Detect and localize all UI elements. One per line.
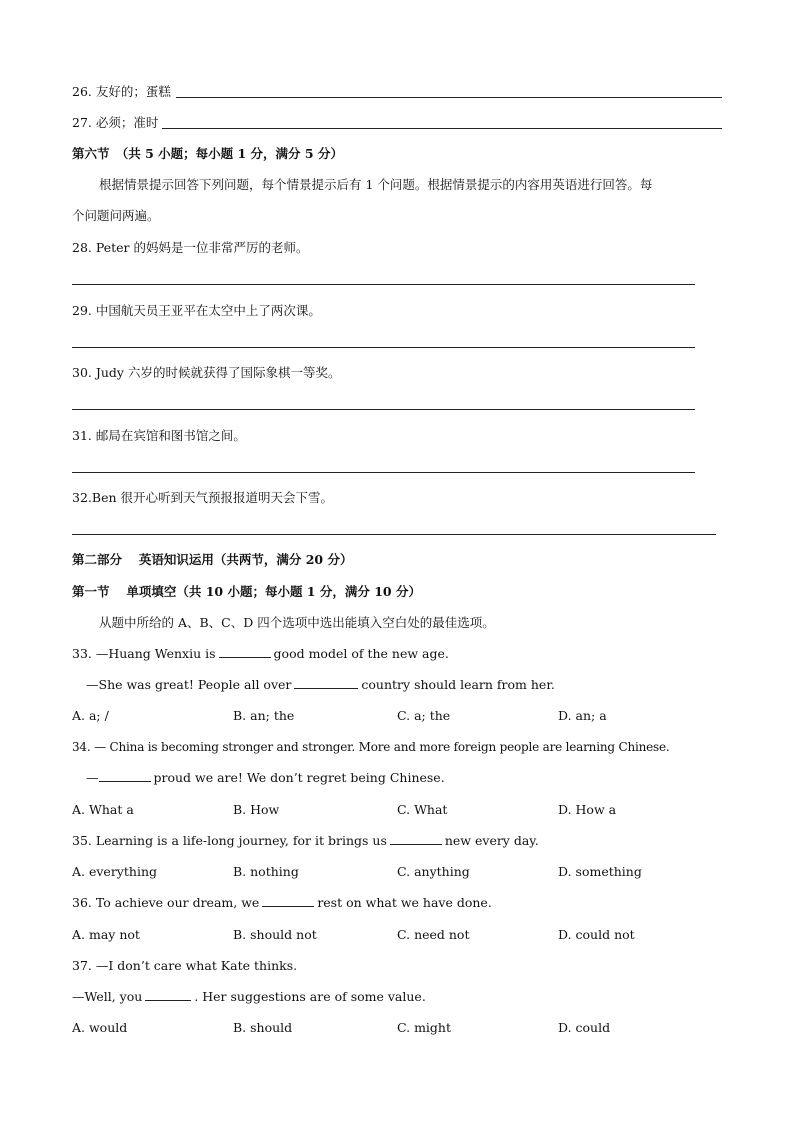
stem-text: . Her suggestions are of some value. — [194, 989, 426, 1004]
option-c[interactable]: C. What — [397, 802, 448, 817]
blank[interactable] — [390, 833, 442, 845]
section-heading: 第六节 （共 5 小题；每小题 1 分，满分 5 分） — [72, 146, 343, 161]
option-a[interactable]: A. would — [72, 1020, 128, 1035]
section-instructions: 根据情景提示回答下列问题，每个情景提示后有 1 个问题。根据情景提示的内容用英语进行回答。每 — [99, 177, 653, 192]
option-b[interactable]: B. How — [233, 802, 280, 817]
answer-line-32[interactable] — [72, 534, 716, 535]
answer-line-28[interactable] — [72, 284, 695, 285]
option-d[interactable]: D. an; a — [558, 708, 607, 723]
answer-line-30[interactable] — [72, 409, 695, 410]
stem-text: 33. —Huang Wenxiu is — [72, 646, 216, 661]
mcq-34-dialog — [86, 770, 445, 786]
blank[interactable] — [294, 677, 358, 689]
vocab-item-26: 26. 友好的；蛋糕 — [72, 84, 171, 99]
option-d[interactable]: D. could not — [558, 927, 635, 942]
option-c[interactable]: C. a; the — [397, 708, 451, 723]
question-30: 30. Judy 六岁的时候就获得了国际象棋一等奖。 — [72, 365, 341, 380]
mcq-33-stem — [72, 646, 449, 662]
option-b[interactable]: B. should not — [233, 927, 317, 942]
stem-text: proud we are! We don’t regret being Chinese. — [153, 770, 445, 785]
stem-text: country should learn from her. — [361, 677, 555, 692]
answer-line-27[interactable] — [162, 128, 722, 129]
stem-text: good model of the new age. — [273, 646, 449, 661]
option-a[interactable]: A. a; / — [72, 708, 109, 723]
option-b[interactable]: B. an; the — [233, 708, 295, 723]
option-b[interactable]: B. should — [233, 1020, 293, 1035]
mcq-36-stem — [72, 895, 492, 911]
stem-text: 36. To achieve our dream, we — [72, 895, 260, 910]
blank[interactable] — [145, 989, 191, 1001]
option-a[interactable]: A. What a — [72, 802, 134, 817]
stem-text: 35. Learning is a life-long journey, for it brings us — [72, 833, 387, 848]
question-28: 28. Peter 的妈妈是一位非常严厉的老师。 — [72, 240, 309, 255]
stem-text: new every day. — [444, 833, 539, 848]
stem-text: — — [86, 770, 99, 785]
answer-line-26[interactable] — [176, 97, 722, 98]
blank[interactable] — [99, 770, 151, 782]
option-b[interactable]: B. nothing — [233, 864, 299, 879]
option-c[interactable]: C. anything — [397, 864, 470, 879]
option-c[interactable]: C. might — [397, 1020, 451, 1035]
option-d[interactable]: D. How a — [558, 802, 617, 817]
blank[interactable] — [219, 646, 271, 658]
section-instructions-cont: 个问题问两遍。 — [72, 208, 160, 223]
mcq-33-dialog — [86, 677, 555, 693]
stem-text: —Well, you — [72, 989, 143, 1004]
answer-line-29[interactable] — [72, 347, 695, 348]
mcq-37-dialog — [72, 989, 426, 1005]
stem-text: rest on what we have done. — [317, 895, 492, 910]
blank[interactable] — [262, 895, 314, 907]
question-32: 32.Ben 很开心听到天气预报报道明天会下雪。 — [72, 490, 333, 505]
vocab-item-27: 27. 必须；准时 — [72, 115, 159, 130]
question-31: 31. 邮局在宾馆和图书馆之间。 — [72, 428, 246, 443]
mcq-34-stem: 34. — China is becoming stronger and stronger. More and more foreign people are learning Chinese. — [72, 740, 670, 754]
option-a[interactable]: A. everything — [72, 864, 157, 879]
mcq-35-stem — [72, 833, 539, 849]
option-c[interactable]: C. need not — [397, 927, 470, 942]
part-heading: 第二部分 英语知识运用（共两节，满分 20 分） — [72, 552, 353, 567]
question-29: 29. 中国航天员王亚平在太空中上了两次课。 — [72, 303, 321, 318]
mcq-37-stem: 37. —I don’t care what Kate thinks. — [72, 958, 298, 973]
stem-text: —She was great! People all over — [86, 677, 292, 692]
option-a[interactable]: A. may not — [72, 927, 140, 942]
option-d[interactable]: D. could — [558, 1020, 611, 1035]
subsection-instructions: 从题中所给的 A、B、C、D 四个选项中选出能填入空白处的最佳选项。 — [99, 615, 495, 630]
answer-line-31[interactable] — [72, 472, 695, 473]
option-d[interactable]: D. something — [558, 864, 642, 879]
subsection-heading: 第一节 单项填空（共 10 小题；每小题 1 分，满分 10 分） — [72, 584, 421, 599]
